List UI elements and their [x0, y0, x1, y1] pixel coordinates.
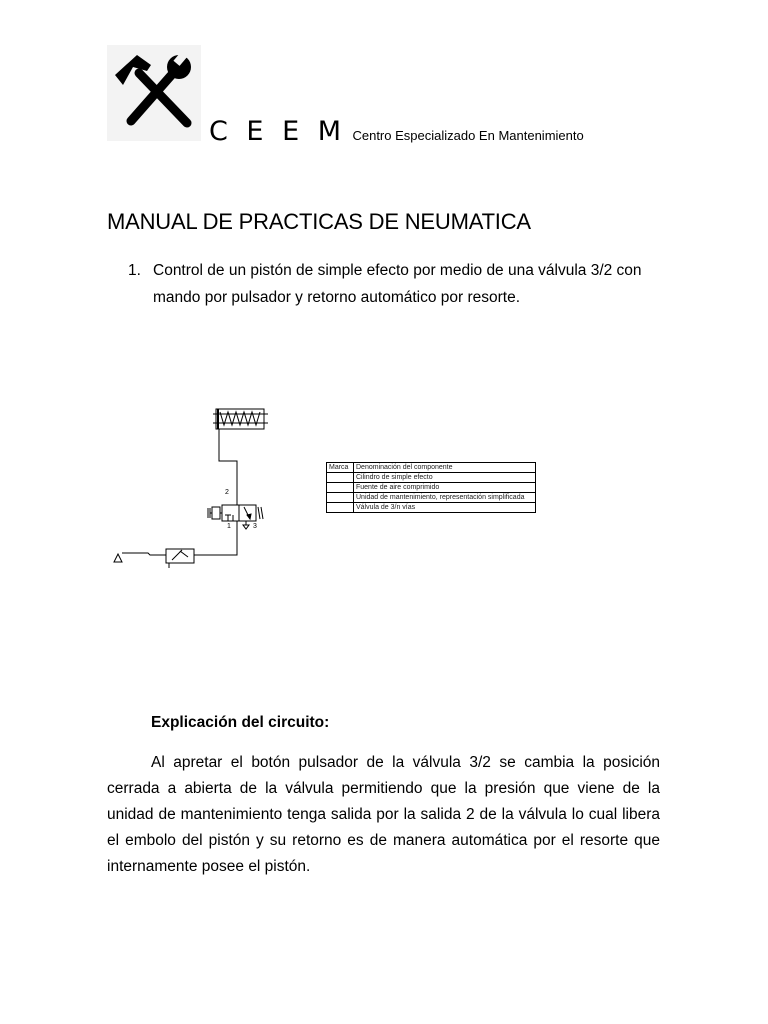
- practice-description: Control de un pistón de simple efecto por medio de una válvula 3/2 con mando por pulsador y retorno automático por resorte.: [153, 262, 642, 306]
- logo: [107, 45, 201, 141]
- port-3-label: 3: [253, 523, 257, 530]
- explanation-title: Explicación del circuito:: [151, 714, 330, 731]
- exhaust-icon: [243, 525, 249, 529]
- hammer-wrench-icon: [107, 45, 201, 141]
- pneumatic-circuit-diagram: [110, 400, 310, 580]
- table-header-row: [327, 463, 536, 473]
- brand-full-name: Centro Especializado En Mantenimiento: [352, 128, 584, 143]
- brand: [209, 116, 584, 147]
- table-cell-name: Válvula de 3/n vías: [354, 503, 536, 513]
- explanation-paragraph: Al apretar el botón pulsador de la válvula 3/2 se cambia la posición cerrada a abierta de la válvula permitiendo que la presión que viene de la unidad de mantenimiento tenga salida por la salida 2 de la válvula lo cual libera el embolo del pistón y su retorno es de manera automática por el resorte que internamente posee el pistón.: [107, 754, 660, 875]
- table-header-name: Denominación del componente: [354, 463, 536, 473]
- brand-name: C E E M: [209, 116, 347, 147]
- table-row: [327, 503, 536, 513]
- practice-item: [128, 257, 688, 311]
- table-cell-mark: [327, 493, 354, 503]
- port-2-label: 2: [225, 489, 229, 496]
- table-cell-name: Fuente de aire comprimido: [354, 483, 536, 493]
- table-header-mark: Marca: [327, 463, 354, 473]
- table-cell-mark: [327, 473, 354, 483]
- document-title: MANUAL DE PRACTICAS DE NEUMATICA: [107, 209, 531, 234]
- push-button-icon: [212, 507, 220, 519]
- practice-number: 1.: [128, 262, 141, 279]
- table-cell-mark: [327, 503, 354, 513]
- table-row: [327, 473, 536, 483]
- table-row: [327, 493, 536, 503]
- table-row: [327, 483, 536, 493]
- table-cell-name: Cilindro de simple efecto: [354, 473, 536, 483]
- table-cell-mark: [327, 483, 354, 493]
- table-cell-name: Unidad de mantenimiento, representación simplificada: [354, 493, 536, 503]
- air-source-icon: [114, 554, 122, 562]
- port-1-label: 1: [227, 523, 231, 530]
- components-table: [326, 462, 536, 513]
